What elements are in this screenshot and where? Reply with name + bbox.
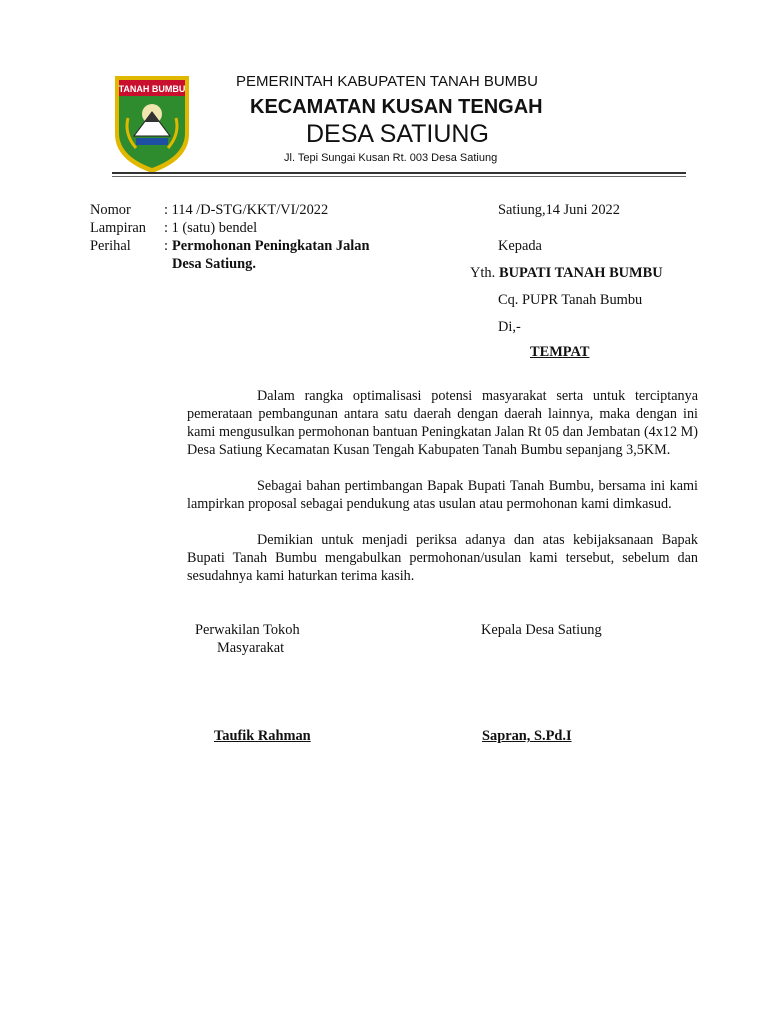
perihal-line1: Permohonan Peningkatan Jalan [172,238,370,254]
kepada-label: Kepada [498,238,542,254]
government-line: PEMERINTAH KABUPATEN TANAH BUMBU [236,73,538,90]
perihal-label: Perihal [90,238,131,254]
recipient-cq: Cq. PUPR Tanah Bumbu [498,292,643,308]
lampiran-value: : 1 (satu) bendel [164,220,258,236]
header-divider [112,172,686,174]
nomor-value: : 114 /D-STG/KKT/VI/2022 [164,202,329,218]
recipient-tempat: TEMPAT [530,344,590,360]
lampiran-label: Lampiran [90,220,146,236]
left-signer-title-2: Masyarakat [217,640,285,656]
right-signer-title: Kepala Desa Satiung [481,622,602,638]
place-date: Satiung,14 Juni 2022 [498,202,620,218]
left-signer-name: Taufik Rahman [214,728,311,744]
recipient-di: Di,- [498,319,521,335]
body-paragraph-3: Demikian untuk menjadi periksa adanya dan atas kebijaksanaan Bapak Bupati Tanah Bumbu mengabulkan permohonan/usulan kami tersebut, sebelum dan sesudahnya kami haturkan terima kasih. [187,532,698,584]
perihal-line2: Desa Satiung. [172,256,256,272]
nomor-label: Nomor [90,202,131,218]
village-line: DESA SATIUNG [306,120,489,148]
tanah-bumbu-emblem-icon [112,74,192,174]
left-signer-title-1: Perwakilan Tokoh [195,622,300,638]
body-paragraph-2: Sebagai bahan pertimbangan Bapak Bupati Tanah Bumbu, bersama ini kami lampirkan proposal sebagai pendukung atas usulan atau permohonan kami dimkasud. [187,478,698,512]
emblem-caption: TANAH BUMBU [118,84,186,94]
recipient-name: BUPATI TANAH BUMBU [499,265,663,281]
yth-label: Yth. [470,265,496,281]
header-divider-thin [112,176,686,177]
district-line: KECAMATAN KUSAN TENGAH [250,96,543,118]
address-line: Jl. Tepi Sungai Kusan Rt. 003 Desa Satiung [284,152,498,164]
perihal-colon: : [164,238,168,254]
body-paragraph-1: Dalam rangka optimalisasi potensi masyarakat serta untuk terciptanya pemerataan pembangunan antara satu daerah dengan daerah lainnya, maka dengan ini kami mengusulkan permohonan bantuan Peningkatan Jalan Rt 05 dan Jembatan (4x12 M) Desa Satiung Kecamatan Kusan Tengah Kabupaten Tanah Bumbu sepanjang 3,5KM. [187,388,698,458]
right-signer-name: Sapran, S.Pd.I [482,728,572,744]
